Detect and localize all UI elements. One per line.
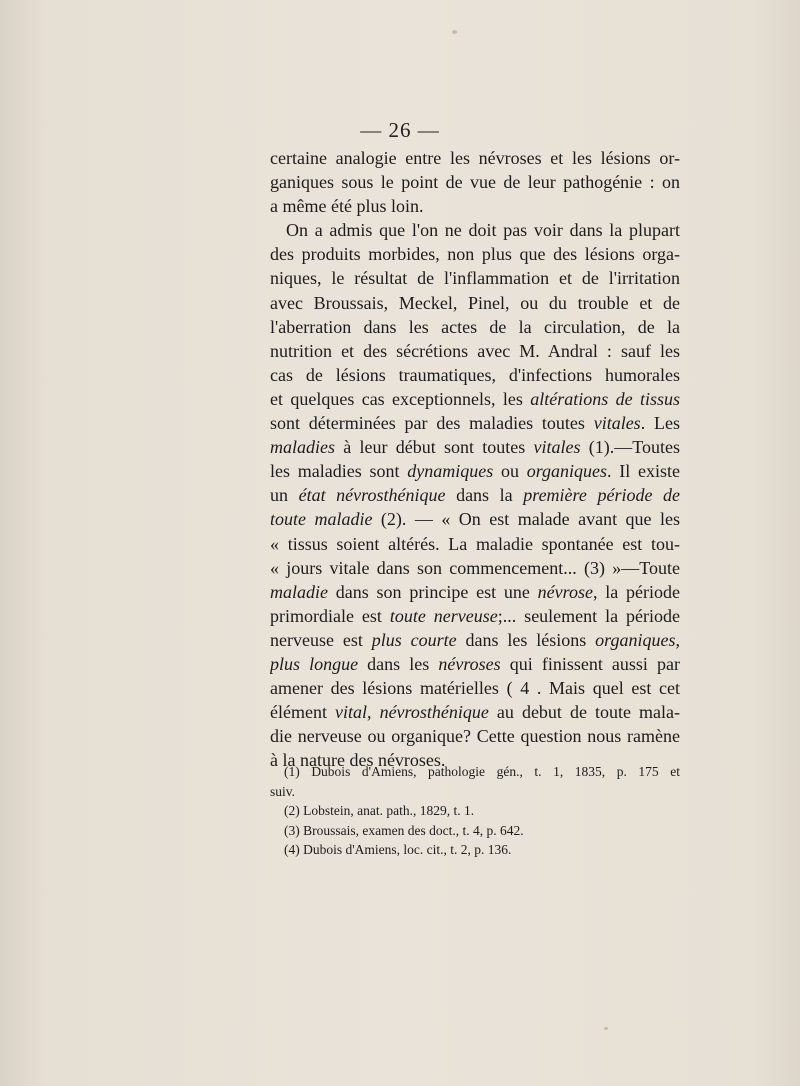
text-segment: élément — [270, 702, 336, 723]
italic-text: toute nerveuse — [389, 605, 498, 626]
text-segment: ;... seulement la période — [497, 605, 680, 626]
italic-text: vital — [335, 702, 368, 723]
text-segment: les maladies sont — [270, 461, 408, 482]
text-segment: die nerveuse ou organique? Cette question nous ramène — [270, 726, 680, 747]
text-segment: ou — [493, 461, 527, 482]
italic-text: névrosthénique — [379, 702, 489, 723]
text-segment: sont déterminées par des maladies toutes — [270, 413, 594, 434]
text-line — [270, 459, 680, 483]
text-line — [270, 170, 680, 194]
text-line — [270, 146, 680, 170]
text-segment: dans la — [445, 485, 524, 506]
text-segment: amener des lésions matérielles ( 4 . Mais quel est cet — [270, 678, 680, 699]
text-segment: . Il existe — [607, 461, 680, 482]
italic-text: organiques — [595, 629, 676, 650]
text-line — [270, 628, 680, 652]
text-segment: ganiques sous le point de vue de leur pathogénie : on — [270, 172, 680, 193]
italic-text: vitales — [593, 413, 641, 434]
text-segment: (2). — « On est malade avant que les — [372, 509, 680, 530]
italic-text: altérations de tissus — [530, 388, 680, 409]
italic-text: maladie — [270, 581, 328, 602]
text-line — [270, 532, 680, 556]
text-segment: dans les lésions — [456, 629, 596, 650]
text-segment: primordiale est — [270, 605, 390, 626]
page-number: — 26 — — [360, 118, 440, 142]
footnote: (1) Dubois d'Amiens, pathologie gén., t. 1, 1835, p. 175 et — [284, 764, 680, 779]
text-segment: qui finissent aussi par — [500, 653, 680, 674]
text-segment: « tissus soient altérés. La maladie spontanée est tou- — [270, 533, 680, 554]
text-line — [270, 700, 680, 724]
text-line — [270, 483, 680, 507]
text-line — [270, 724, 680, 748]
italic-text: névroses — [438, 653, 501, 674]
italic-text: vitales — [533, 437, 581, 458]
paper-spot — [604, 1027, 608, 1030]
text-segment: l'aberration dans les actes de la circulation, de la — [270, 316, 680, 337]
text-line — [270, 315, 680, 339]
italic-text: état névrosthénique — [298, 485, 446, 506]
text-line — [270, 266, 680, 290]
text-line — [270, 363, 680, 387]
footnote: (2) Lobstein, anat. path., 1829, t. 1. — [284, 803, 475, 818]
text-line — [270, 218, 680, 242]
italic-text: maladies — [270, 437, 335, 458]
italic-text: organiques — [526, 461, 608, 482]
text-line — [270, 652, 680, 676]
text-line — [270, 604, 680, 628]
italic-text: plus longue — [270, 653, 359, 674]
text-segment: a même été plus loin. — [270, 196, 424, 217]
text-segment: , — [367, 702, 380, 723]
text-line — [270, 580, 680, 604]
text-line — [270, 507, 680, 531]
text-segment: , la période — [592, 581, 680, 602]
text-segment: « jours vitale dans son commencement... (3) »—Toute — [270, 557, 680, 578]
footnotes — [270, 762, 680, 860]
body-text — [270, 146, 680, 772]
text-line — [270, 387, 680, 411]
text-line — [270, 435, 680, 459]
footnote: (4) Dubois d'Amiens, loc. cit., t. 2, p. 136. — [284, 842, 512, 857]
text-segment: , — [675, 629, 680, 650]
italic-text: plus courte — [371, 629, 457, 650]
text-segment: nutrition et des sécrétions avec M. Andral : sauf les — [270, 340, 680, 361]
text-segment: . Les — [640, 413, 680, 434]
text-segment: à leur début sont toutes — [335, 437, 534, 458]
text-segment: dans son principe est une — [328, 581, 538, 602]
text-segment: au debut de toute mala- — [488, 702, 680, 723]
italic-text: première période de — [523, 485, 680, 506]
text-segment: cas de lésions traumatiques, d'infections humorales — [270, 364, 680, 385]
text-segment: On a admis que l'on ne doit pas voir dans la plupart — [286, 220, 680, 241]
text-line — [270, 291, 680, 315]
text-segment: (1).—Toutes — [580, 437, 680, 458]
footnote: (3) Broussais, examen des doct., t. 4, p. 642. — [284, 822, 524, 838]
text-segment: certaine analogie entre les névroses et les lésions or- — [270, 148, 680, 168]
italic-text: toute maladie — [270, 509, 373, 530]
text-segment: nerveuse est — [270, 629, 372, 650]
text-line — [270, 339, 680, 363]
text-segment: dans les — [358, 653, 439, 674]
text-segment: avec Broussais, Meckel, Pinel, ou du trouble et de — [270, 292, 680, 313]
footnote-continuation: suiv. — [270, 783, 296, 799]
text-line — [270, 676, 680, 700]
text-segment: niques, le résultat de l'inflammation et de l'irritation — [270, 268, 680, 289]
paper-spot — [452, 30, 457, 34]
text-line — [270, 556, 680, 580]
italic-text: dynamiques — [407, 461, 494, 482]
text-segment: des produits morbides, non plus que des lésions orga- — [270, 244, 680, 265]
text-segment: et quelques cas exceptionnels, les — [270, 388, 531, 409]
text-line — [270, 242, 680, 266]
text-segment: un — [270, 485, 299, 506]
italic-text: névrose — [537, 581, 593, 602]
text-segment: à la nature des névroses. — [270, 750, 446, 771]
text-line — [270, 194, 680, 218]
text-line — [270, 411, 680, 435]
